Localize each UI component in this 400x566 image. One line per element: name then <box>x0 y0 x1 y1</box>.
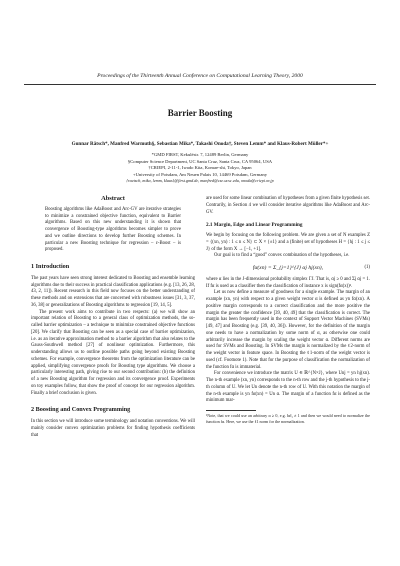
affiliation-criepi: †CRIEPI, 2-11-1, Iwado Kita, Komae-shi, Tokyo, Japan <box>148 165 252 171</box>
abstract-heading: Abstract <box>101 195 125 202</box>
header-rule <box>24 84 376 85</box>
right-column <box>206 196 370 424</box>
right-paragraph-5: Let us now define a measure of goodness for a single example. The margin of an example (xn, yn) with respect to a given weight vector α is defined as yn fα(xn). A positive margin corresponds to a correct classification and the more positive the margin the greater the confidence [39, 40, 49] that the classification is correct. The margin has been frequently used in the context of Support Vector Machines (SVMs) [49, 47] and Boosting (e.g. [39, 40, 36]). However, for the definition of the margin one needs to have a normalization by some norm of α, as otherwise one could arbitrarily increase the margin by scaling the weight vector α. Different norms are used for SVMs and Boosting. In SVMs the margin is normalized by the ℓ2-norm of the weight vector in feature space. In Boosting the ℓ1-norm of the weight vector is used (cf. Footnote 1). Note that for the purpose of classification the normalization of the function fα is immaterial. <box>206 290 370 370</box>
abstract-body: Boosting algorithms like AdaBoost and Arc-GV are iterative strategies to minimize a constrained objective function, equivalent to Barrier algorithms. Based on this new understanding it is shown that convergence of Boosting-type algorithms becomes simpler to prove and we outline directions to develop further Boosting schemes. In particular a new Boosting technique for regression – ε-Boost – is proposed. <box>45 206 181 253</box>
author-emails: {raetsch, mika, lemm, klaus}@first.gmd.de, manfred@cse.ucsc.edu, onoda@criepi.or.jp <box>126 178 274 184</box>
paper-title: Barrier Boosting <box>167 108 233 118</box>
equation-body: fα(xn) = Σ_{j=1}^{J} αj hj(xn), <box>252 265 324 271</box>
right-paragraph-3: Our goal is to find a “good” convex combination of the hypotheses, i.e. <box>214 253 350 259</box>
section-boosting-heading: 2 Boosting and Convex Programming <box>31 406 131 414</box>
right-paragraph-4: where α lies in the J-dimensional probability simplex ΓJ. That is, αj ≥ 0 and Σj αj = 1. If fα is used as a classifier then the classification of instance x is sign(fα(x))¹. <box>206 276 370 289</box>
left-column <box>31 196 195 439</box>
author-list: Gunnar Rätsch*, Manfred Warmuth§, Sebastian Mika*, Takashi Onoda†, Steven Lemm* and Klaus-Robert Müller*+ <box>71 141 329 147</box>
intro-paragraph-2: The present work aims to contribute in two respects: (a) we will show an important relation of Boosting to a general class of optimization methods, the so-called barrier optimization – a technique to minimize constrained objective functions [20]. We clarify that Boosting can be seen as a special case of barrier optimization, i.e. as an iterative approximation method to a barrier algorithm that also relates to the Gauss-Southwell method [27] of nonlinear optimization. Furthermore, this understanding allows us to outline possible paths going beyond existing Boosting schemes. For example, convergence theorems from the optimization literature can be applied, simplifying convergence proofs for Boosting type algorithms. We choose a particularly interesting path, giving rise to our second contribution: (b) the definition of a new Boosting algorithm for regression and its convergence proof. Experiments on toy examples follow, that show the proof of concept for our regression algorithm. Finally a brief conclusion is given. <box>31 309 195 396</box>
right-paragraph-6: For convenience we introduce the matrix U ∈ ℝ^{N×J}, where Unj = yn hj(xn). The n-th example (xn, yn) corresponds to the n-th row and the j-th hypothesis to the j-th column of U. We let Un denote the n-th row of U. With this notation the margin of the n-th example is yn fα(xn) = Un α. The margin of a function fα is defined as the minimum mar- <box>206 371 370 404</box>
footnote-rule <box>206 410 256 411</box>
subsection-margin-heading: 2.1 Margin, Edge and Linear Programming <box>206 222 303 229</box>
affiliation-potsdam: +University of Potsdam, Am Neuen Palais 10, 14469 Potsdam, Germany <box>132 171 267 177</box>
equation-number: (1) <box>364 265 370 270</box>
intro-paragraph-1: The past years have seen strong interest dedicated to Boosting and ensemble learning algorithms due to their success in practical classification applications (e.g. [13, 26, 28, 43, 2, 11]). Recent research in this field now focuses on the better understanding of these methods and on extensions that are concerned with robustness issues [31, 3, 37, 36, 38] or generalizations of Boosting algorithms to regression [19, 14, 5]. <box>31 275 195 308</box>
right-paragraph-2: We begin by focusing on the following problem. We are given a set of N examples Z = {(xn, yn) : 1 ≤ n ≤ N} ⊂ X × {±1} and a (finite) set of hypotheses H = {hj : 1 ≤ j ≤ J} of the form X → [−1, +1]. <box>206 233 370 252</box>
affiliation-gmd: *GMD FIRST, Kekuléstr. 7, 12489 Berlin, Germany <box>151 152 249 157</box>
right-paragraph-1: are used for some linear combination of hypotheses from a given finite hypothesis set. Contrarily, in Section 4 we will consider iterative algorithms like AdaBoost and Arc-GV. <box>206 196 370 215</box>
affiliation-ucsc: §Computer Science Department, UC Santa Cruz, Santa Cruz, CA 95064, USA <box>127 158 273 164</box>
footnote-1: ¹Note, that we could use an arbitrary α ≥ 0, e.g. ‖α‖₁ ≠ 1 and then we would need to normalize the function fα. Here, we use the ℓ1 norm for the normalization. <box>206 413 370 424</box>
affiliations <box>40 152 360 185</box>
equation-1 <box>206 265 370 272</box>
section-introduction-heading: 1 Introduction <box>31 263 70 270</box>
proceedings-header: Proceedings of the Thirteenth Annual Conference on Computational Learning Theory, 2000 <box>97 73 303 79</box>
section2-paragraph-1: In this section we will introduce some terminology and notation conventions. We will mainly consider convex optimization problems for finding hypothesis coefficients that <box>31 419 195 438</box>
